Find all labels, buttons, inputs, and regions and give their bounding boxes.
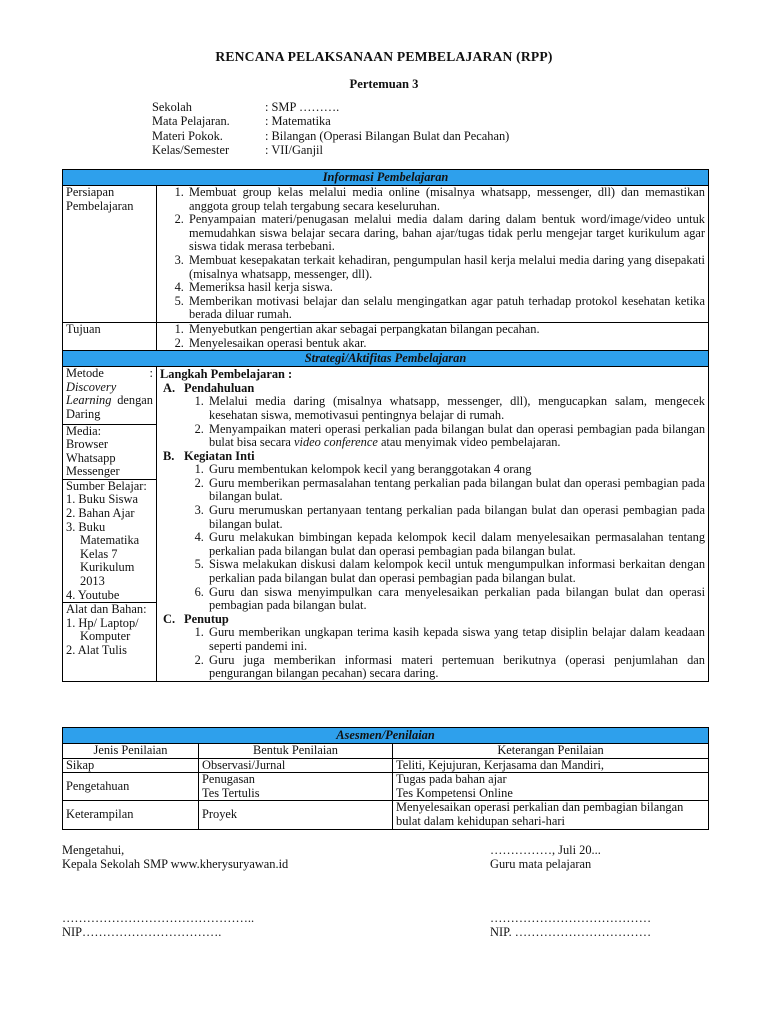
media-item: Whatsapp [66, 450, 116, 465]
tujuan-label: Tujuan [63, 322, 157, 350]
persiapan-list [160, 186, 705, 322]
list-item: 4. Guru melakukan bimbingan kepada kelompok kecil dalam menyelesaikan permasalahan tentang perkalian pada bilangan bulat dan operasi pembagian pada bilangan bulat. [207, 531, 705, 558]
cell-bentuk: Observasi/Jurnal [199, 758, 393, 773]
sign-right-line1: ……………, Juli 20... [490, 843, 601, 857]
sign-left-nip: NIP……………………………. [62, 925, 222, 939]
list-item: 4. Memeriksa hasil kerja siswa. [187, 281, 705, 295]
step-italic: video conference [294, 435, 378, 450]
metode-suffix: dengan Daring [66, 393, 153, 421]
alat-block [63, 602, 156, 657]
table-row [63, 801, 709, 829]
cell-jenis: Keterampilan [63, 801, 199, 829]
identity-block [152, 100, 509, 158]
section-letter: A. [163, 380, 176, 395]
tujuan-cell [157, 322, 709, 350]
column-header: Keterangan Penilaian [393, 744, 709, 759]
list-item: 5. Siswa melakukan diskusi dalam kelompok kecil untuk mengumpulkan informasi berkaitan dengan perkalian pada bilangan bulat dan operasi pembagian pada bilangan bulat. [207, 558, 705, 585]
list-item: 1. Guru memberikan ungkapan terima kasih kepada siswa yang tetap disiplin belajar dalam keadaan seperti pandemi ini. [207, 626, 705, 653]
langkah-title: Langkah Pembelajaran : [160, 367, 293, 382]
section-title: Kegiatan Inti [184, 448, 255, 463]
cell-jenis: Sikap [63, 758, 199, 773]
sumber-item: 2. Bahan Ajar [66, 506, 135, 521]
identity-row [152, 143, 509, 157]
identity-row [152, 114, 509, 128]
signature-left [62, 843, 288, 871]
metode-text [66, 367, 153, 421]
identity-row [152, 129, 509, 143]
asesmen-band: Asesmen/Penilaian [63, 728, 709, 744]
section-title: Pendahuluan [184, 380, 255, 395]
identity-value: : Matematika [265, 114, 331, 129]
list-item: 5. Memberikan motivasi belajar dan selalu mengingatkan agar patuh terhadap protokol kesehatan ketika berada diluar rumah. [187, 295, 705, 322]
list-item: 3. Guru merumuskan pertanyaan tentang perkalian pada bilangan bulat dan operasi pembagian pada bilangan bulat. [207, 504, 705, 531]
alat-item: 2. Alat Tulis [66, 643, 127, 657]
cell-bentuk: Penugasan Tes Tertulis [199, 773, 393, 801]
identity-value: : Bilangan (Operasi Bilangan Bulat dan Pecahan) [265, 128, 510, 143]
page-title: RENCANA PELAKSANAAN PEMBELAJARAN (RPP) [215, 49, 553, 64]
identity-row [152, 100, 509, 114]
list-item: 1. Menyebutkan pengertian akar sebagai perpangkatan bilangan pecahan. [187, 323, 705, 337]
sign-left-dots: ……………………………………….. [62, 911, 255, 925]
cell-ket: Tugas pada bahan ajar Tes Kompetensi Online [393, 773, 709, 801]
sign-left-line2: Kepala Sekolah SMP www.kherysuryawan.id [62, 857, 289, 871]
asesmen-table [62, 727, 709, 830]
strategi-band: Strategi/Aktifitas Pembelajaran [63, 351, 709, 367]
list-item: 2. Penyampaian materi/penugasan melalui media dalam daring dalam bentuk word/image/video untuk memudahkan siswa belajar secara daring, bahan ajar/tugas tidak perlu mengejar target kurikulum agar siswa tidak merasa terbebani. [187, 213, 705, 254]
section-letter: B. [163, 448, 175, 463]
list-item: 1. Membuat group kelas melalui media online (misalnya whatsapp, messenger, dll) dan memastikan anggota group telah tergabung secara keseluruhan. [187, 186, 705, 213]
info-band: Informasi Pembelajaran [63, 170, 709, 186]
alat-label: Alat dan Bahan: [66, 602, 147, 617]
section-letter: C. [163, 611, 176, 626]
identity-value: : SMP ………. [265, 100, 340, 114]
list-item [207, 423, 705, 450]
list-item: 2. Guru juga memberikan informasi materi pertemuan berikutnya (operasi penjumlahan dan pengurangan bilangan pecahan) secara daring. [207, 654, 705, 681]
list-item: 1. Melalui media daring (misalnya whatsapp, messenger, dll), mengucapkan salam, mengecek kesehatan siswa, memotivasui pentingnya belajar di rumah. [207, 395, 705, 422]
cell-jenis: Pengetahuan [63, 773, 199, 801]
sumber-block [63, 479, 156, 602]
identity-key: Mata Pelajaran. [152, 114, 230, 129]
list-item: 3. Membuat kesepakatan terkait kehadiran, pengumpulan hasil kerja melalui media daring yang disepakati (misalnya whatsapp, messenger, dll). [187, 254, 705, 281]
column-header: Bentuk Penilaian [199, 744, 393, 759]
media-item: Browser [66, 437, 108, 452]
section-a-heading [160, 382, 705, 396]
identity-key: Materi Pokok. [152, 128, 223, 143]
column-header: Jenis Penilaian [63, 744, 199, 759]
persiapan-label: Persiapan Pembelajaran [63, 186, 157, 323]
section-c-heading [160, 613, 705, 627]
media-block [63, 424, 156, 479]
identity-key: Kelas/Semester [152, 143, 230, 158]
section-b-heading [160, 450, 705, 464]
table-row [63, 773, 709, 801]
alat-item: 1. Hp/ Laptop/ Komputer [66, 615, 139, 644]
section-b-list [160, 463, 705, 613]
signature-right-bottom [490, 911, 651, 939]
cell-ket: Menyelesaikan operasi perkalian dan pembagian bilangan bulat dalam kehidupan sehari-hari [393, 801, 709, 829]
identity-key: Sekolah [152, 100, 192, 114]
langkah-cell [157, 367, 709, 682]
list-item: 6. Guru dan siswa menyimpulkan cara menyelesaikan perkalian pada bilangan bulat dan operasi pembagian pada bilangan bulat. [207, 586, 705, 613]
cell-bentuk: Proyek [199, 801, 393, 829]
sumber-item: 3. Buku Matematika Kelas 7 Kurikulum 2013 [66, 519, 140, 589]
sumber-label: Sumber Belajar: [66, 478, 147, 493]
metode-prefix: Metode : [66, 366, 153, 381]
sign-right-line2: Guru mata pelajaran [490, 857, 592, 871]
media-label: Media: [66, 423, 102, 438]
media-item: Messenger [66, 464, 120, 479]
page-subtitle: Pertemuan 3 [349, 77, 419, 91]
persiapan-cell [157, 186, 709, 323]
strategi-left-cell [63, 367, 157, 682]
section-title: Penutup [184, 611, 229, 626]
list-item: 2. Menyelesaikan operasi bentuk akar. [187, 337, 705, 351]
info-table [62, 169, 709, 682]
list-item: 1. Guru membentukan kelompok kecil yang beranggotakan 4 orang [207, 463, 705, 477]
sumber-item: 1. Buku Siswa [66, 492, 138, 507]
metode-italic: Discovery Learning [66, 379, 117, 408]
section-a-list [160, 395, 705, 449]
tujuan-list [160, 323, 705, 350]
identity-value: : VII/Ganjil [265, 143, 323, 158]
step-tail: atau menyimak video pembelajaran. [380, 435, 561, 450]
signature-left-bottom [62, 911, 254, 939]
signature-right [490, 843, 601, 871]
list-item: 2. Guru memberikan permasalahan tentang perkalian pada bilangan bulat dan operasi pembagian pada bilangan bulat. [207, 477, 705, 504]
sumber-item: 4. Youtube [66, 587, 120, 602]
step-text: Menyampaikan materi operasi perkalian pada bilangan bulat dan operasi pembagian pada bilangan bulat bisa secara [209, 421, 706, 450]
table-row [63, 758, 709, 773]
cell-ket: Teliti, Kejujuran, Kerjasama dan Mandiri, [393, 758, 709, 773]
sign-right-nip: NIP. …………………………… [490, 925, 652, 939]
sign-left-line1: Mengetahui, [62, 843, 125, 857]
section-c-list [160, 626, 705, 680]
sign-right-dots: ………………………………… [490, 911, 652, 925]
